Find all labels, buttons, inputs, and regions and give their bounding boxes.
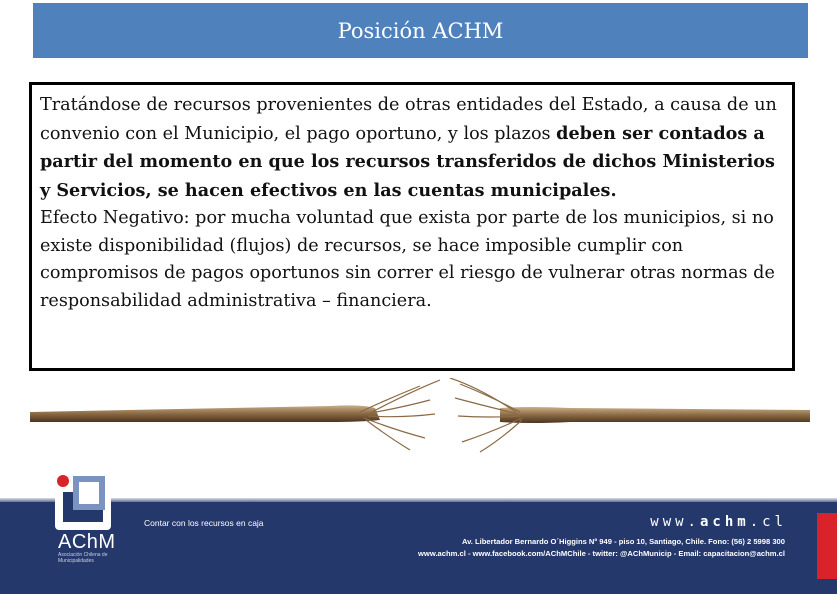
logo-text: AChM — [58, 531, 116, 553]
image-caption: Contar con los recursos en caja — [144, 518, 264, 528]
logo-subtitle: Asociación Chilena de Municipalidades — [58, 552, 108, 564]
address-line: Av. Libertador Bernardo O´Higgins Nº 949 - piso 10, Santiago, Chile. Fono: (56) 2 5998 300 — [461, 537, 785, 546]
contact-info — [418, 536, 785, 560]
content-text — [40, 92, 786, 315]
content-box — [29, 82, 795, 371]
links-line[interactable]: www.achm.cl - www.facebook.com/AChMChile - twitter: @AChMunicip - Email: capacitacion@achm.cl — [418, 549, 785, 558]
frayed-rope-icon — [30, 378, 810, 458]
slide-title-bar — [33, 3, 808, 58]
paragraph-2: Efecto Negativo: por mucha voluntad que exista por parte de los municipios, si no existe disponibilidad (flujos) de recursos, se hace imposible cumplir con compromisos de pagos oportunos sin correr el riesgo de vulnerar otras normas de responsabilidad administrativa – financiera. — [40, 208, 775, 311]
paragraph-1-bold: deben ser contados a partir del momento en que los recursos transferidos de dichos Ministerios y Servicios, se hacen efectivos en las cuentas municipales. — [40, 122, 775, 201]
website-url[interactable]: www.achm.cl — [650, 514, 787, 530]
paragraph-1-normal: Tratándose de recursos provenientes de otras entidades del Estado, a causa de un convenio con el Municipio, el pago oportuno, y los plazos — [40, 95, 777, 144]
slide-title: Posición ACHM — [337, 18, 504, 43]
accent-bar — [817, 513, 837, 579]
